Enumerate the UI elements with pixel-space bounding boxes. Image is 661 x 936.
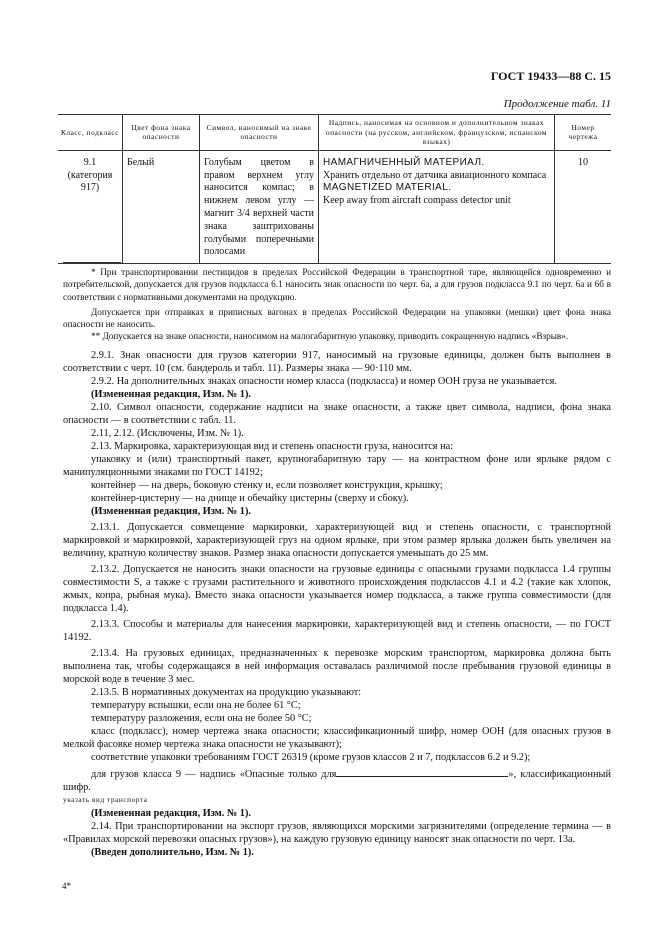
document-body <box>63 266 611 859</box>
list-item: класс (подкласс), номер чертежа знака опасности; классификационный шифр, номер ООН (для опасных грузов в мелкой фасовке номер чертежа знака опасности не указывают); <box>63 725 611 750</box>
col-inscription: Надпись, наносимая на основном и дополнительном знаках опасности (на русском, английском, французском, испанском языках) <box>319 115 555 151</box>
para-2-13-1: 2.13.1. Допускается совмещение маркировки, характеризующей вид и степень опасности, с транспортной маркировкой и маркировкой, характеризующей груз на одном ярлыке, при этом размер ярлыка должен быть увеличен на величину, кратную количеству знаков. Размер знака опасности допускается уменьшать до 25 мм. <box>63 521 611 559</box>
table-row <box>58 150 611 263</box>
para-2-13-5: 2.13.5. В нормативных документах на продукцию указывают: <box>91 686 362 698</box>
para-2-9-1: 2.9.1. Знак опасности для грузов категории 917, наносимый на грузовые единицы, должен быть выполнен в соответствии с черт. 10 (см. бандероль и табл. 11). Размеры знака — 90·110 мм. <box>63 349 611 374</box>
list-item: температуру вспышки, если она не более 61 °С; <box>91 699 301 711</box>
footnote-2: Допускается при отправках в приписных вагонах в пределах Российской Федерации на упаковки (мешки) цвет фона знака опасности не наносить. <box>63 306 611 330</box>
footnote-separator <box>63 262 121 263</box>
edit-note: (Измененная редакция, Изм. № 1). <box>91 807 251 819</box>
footnote-3: ** Допускается на знаке опасности, наносимом на малогабаритную упаковку, приводить сокращенную надпись «Взрыв». <box>91 331 569 342</box>
para-2-13-4: 2.13.4. На грузовых единицах, предназначенных к перевозке морским транспортом, маркировка должна быть выполнена так, чтобы содержащаяся в ней информация оставалась различимой после пребывания грузовой единицы в морской воде в течение 3 мес. <box>63 647 611 685</box>
para-2-13-item: контейнер — на дверь, боковую стенку и, если позволяет конструкция, крышку; <box>91 479 443 491</box>
col-bg-color: Цвет фона знака опасности <box>123 115 200 151</box>
list-item-text: для грузов класса 9 — надпись «Опасные только для <box>91 768 337 780</box>
cell-bg-color: Белый <box>123 150 200 263</box>
para-2-13-3: 2.13.3. Способы и материалы для нанесения маркировки, характеризующей вид и степень опасности, — по ГОСТ 14192. <box>63 618 611 643</box>
list-item-class-9 <box>63 767 611 794</box>
edit-note: (Измененная редакция, Изм. № 1). <box>91 388 251 400</box>
para-2-14: 2.14. При транспортировании на экспорт грузов, являющихся морскими загрязнителями (определение термина — в «Правилах морской перевозки опасных грузов»), на каждую грузовую единицу наносят знак опасности по черт. 13а. <box>63 820 611 845</box>
col-drawing: Номер чертежа <box>555 115 612 151</box>
page-mark: 4* <box>62 881 71 891</box>
para-2-10: 2.10. Символ опасности, содержание надписи на знаке опасности, а также цвет символа, надписи, фона знака опасности — в соответствии с табл. 11. <box>63 401 611 426</box>
inscription-ru-title: НАМАГНИЧЕННЫЙ МАТЕРИАЛ. <box>323 156 485 168</box>
footnote-1: * При транспортировании пестицидов в пределах Российской Федерации в транспортной таре, являющейся одновременно и потребительской, допускается для грузов подкласса 6.1 наносить знак опасности по черт. 6а, а для грузов подкласса 9.1 по черт. 6а и 6б в соответствии с нормативными документами на продукцию. <box>63 267 611 302</box>
blank-caption: указать вид транспорта <box>63 795 148 804</box>
list-item: соответствие упаковки требованиям ГОСТ 26319 (кроме грузов классов 2 и 7, подклассов 6.2 и 9.2); <box>91 751 531 763</box>
hazard-table <box>58 114 611 264</box>
cell-inscription <box>319 150 555 263</box>
inscription-en-title: MAGNETIZED MATERIAL. <box>323 182 452 194</box>
list-item-text: », классификационный шифр. <box>63 768 611 793</box>
cell-symbol: Голубым цветом в правом верхнем углу наносится компас; в нижнем левом углу — магнит 3/4 верхней части знака заштрихованы голубыми поперечными полосами <box>200 150 319 263</box>
table-continuation-label: Продолжение табл. 11 <box>503 98 611 110</box>
edit-note: (Введен дополнительно, Изм. № 1). <box>91 846 254 858</box>
para-2-13: 2.13. Маркировка, характеризующая вид и степень опасности груза, наносится на: <box>91 440 454 452</box>
cell-class: 9.1 (категория 917) <box>67 156 113 194</box>
para-2-13-2: 2.13.2. Допускается не наносить знаки опасности на грузовые единицы с опасными грузами подкласса 1.4 группы совместимости S, а также с грузами растительного и животного происхождения подклассов 4.1 и 4.2 (такие как хлопок, жмых, копра, рыбная мука). Вместо знака опасности указывается номер подкласса, а также группа совместимости (для подкласса 1.4). <box>63 563 611 614</box>
col-class: Класс, подкласс <box>58 115 123 151</box>
col-symbol: Символ, наносимый на знаке опасности <box>200 115 319 151</box>
para-2-11: 2.11, 2.12. (Исключены, Изм. № 1). <box>91 427 244 439</box>
cell-drawing: 10 <box>555 150 612 263</box>
para-2-9-2: 2.9.2. На дополнительных знаках опасности номер класса (подкласса) и номер ООН груза не указывается. <box>91 375 557 387</box>
list-item: температуру разложения, если она не более 50 °С; <box>91 712 312 724</box>
para-2-13-item: контейнер-цистерну — на днище и обечайку цистерны (сверху и сбоку). <box>91 492 409 504</box>
inscription-ru-text: Хранить отдельно от датчика авиационного компаса <box>323 169 547 181</box>
edit-note: (Измененная редакция, Изм. № 1). <box>91 505 251 517</box>
para-2-13-item: упаковку и (или) транспортный пакет, крупногабаритную тару — на контрастном фоне или ярлыке рядом с манипуляционными знаками по ГОСТ 14192; <box>63 453 611 478</box>
table-header-row <box>58 115 611 151</box>
inscription-en-text: Keep away from aircraft compass detector unit <box>323 195 511 207</box>
page-header: ГОСТ 19433—88 С. 15 <box>490 69 611 83</box>
blank-underline <box>336 767 508 777</box>
